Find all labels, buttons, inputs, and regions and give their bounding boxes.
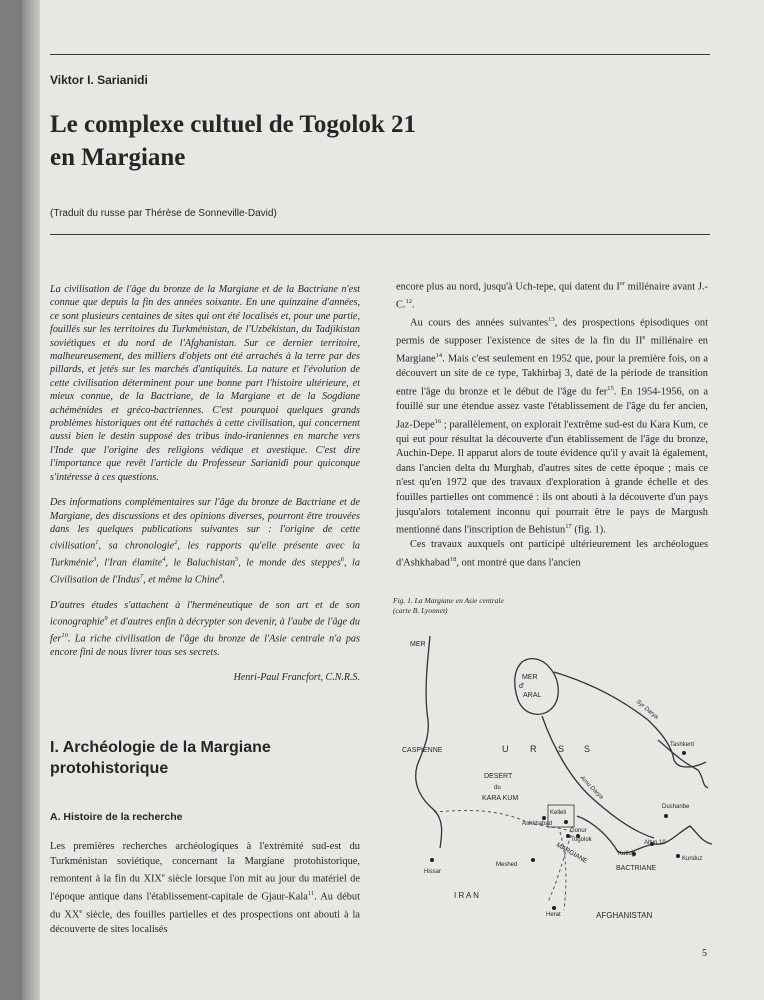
label-urss-s1: S (558, 744, 565, 754)
book-spine-shadow (22, 0, 40, 1000)
label-karakum: KARA KUM (482, 795, 519, 802)
author-name: Viktor I. Sarianidi (50, 73, 148, 87)
figure-caption: Fig. 1. La Margiane en Asie centrale (carte B. Lyonnet) (393, 596, 504, 615)
introduction (50, 283, 360, 685)
label-afghanistan: AFGHANISTAN (596, 911, 653, 920)
body-text-right (396, 277, 708, 571)
label-aral-top: MER (522, 674, 538, 681)
label-mer-caspienne-top: MER (410, 641, 426, 648)
label-desert: DESERT (484, 773, 513, 780)
label-togolok: Togolok (571, 837, 592, 843)
title-line-1: Le complexe cultuel de Togolok 21 (50, 111, 416, 138)
label-amu-darya: Amu Darya (578, 775, 605, 801)
right-paragraph-2: Au cours des années suivantes$^{13}$, des prospections épisodiques ont permis de supposer l'existence de sites de la fin du IIe millénaire en Margiane$^{14}$. Mais c'est seulement en 1952 que, pour la première fois, on a découvert un site de ce type, Takhirbaj 3, daté de la période de transition entre l'âge du bronze et le début de l'âge du fer$^{15}$. En 1954-1956, on a fouillé sur une étendue assez vaste l'établissement de l'âge du fer ancien, Jaz-Depe$^{16}$ ; parallèlement, on explorait l'extrême sud-est du Kara Kum, ce qui eut pour résultat la découverte d'un établissement de l'âge du bronze, Auchin-Depe. Il apparut alors de toute évidence qu'il y avait là également, dans l'ancien delta du Murghab, d'autres sites de cette époque ; mais ce n'est qu'en 1972 que des travaux d'exploration à grande échelle et des fouilles partielles ont commencé : ils ont abouti à la découverte d'un pays jusqu'alors totalement inconnu qui pourrait être le pays de Margush mentionné dans l'inscription de Behistun$^{17}$ (fig. 1). (396, 316, 709, 536)
label-kelleli: Kelleli (550, 810, 567, 816)
right-paragraph-1: encore plus au nord, jusqu'à Uch-tepe, qui datent du Ier millénaire avant J.-C.$^{12}$. (396, 280, 708, 311)
label-urss-s2: S (584, 744, 591, 754)
label-gonur: Gonur (570, 828, 587, 834)
label-syr-darya: Syr Darya (634, 698, 660, 721)
map-figure (372, 620, 722, 940)
label-dushanbe: Dushanbe (662, 804, 690, 810)
body-text-left: Les premières recherches archéologiques à l'extrémité sud-est du Turkménistan soviétique, concernant la Margiane protohistorique, remontent à la fin du XIXe siècle lorsque l'on mit au jour du matériel de l'époque antique dans l'établissement-capitale de Gjaur-Kala$^{11}$. Au début du XXe siècle, des fouilles partielles et des prospections ont abouti à la découverte de sites localisés (50, 841, 360, 936)
title-line-2: en Margiane (50, 144, 186, 171)
article-title (50, 108, 610, 174)
label-aral: ARAL (523, 692, 542, 699)
label-ashkhabad: Ashkhabad (522, 821, 553, 827)
label-du: du (494, 785, 501, 791)
intro-paragraph-1: La civilisation de l'âge du bronze de la Margiane et de la Bactriane n'est connue que depuis la fin des années soixante. En une quinzaine d'années, ce sont plusieurs centaines de sites qui ont été localisés et, pour une partie, fouillés sur les territoires du Turkménistan, de l'Uzbékistan, du Tadjikistan soviétiques et du nord de l'Afghanistan. Sur ce dernier territoire, malheureusement, des milliers d'objets ont été arrachés à la terre par des pillards, et jetés sur les marchés d'antiquités. La nature et l'évolution de cette civilisation déterminent pour une bonne part l'histoire ultérieure, et mieux connue, de la Bactriane, de la Margiane et de la Sogdiane achéménides et gréco-bactriennes. C'est pourquoi quelques grands problèmes historiques ont été rattachés à cette civilisation, qui concernent aussi bien le destin supposé des tribus indo-iraniennes en marche vers l'Inde que l'origine des religions védique et avestique. C'est dire l'importance que revêt l'article du Professeur Sarianidi pour quiconque s'intéresse à ces questions. (50, 284, 360, 483)
label-herat: Herat (546, 912, 561, 918)
label-kunduz: Kunduz (682, 856, 703, 862)
label-bactriane: BACTRIANE (616, 865, 657, 872)
translator-note: (Traduit du russe par Thérèse de Sonneville-David) (50, 208, 277, 219)
subsection-heading: A. Histoire de la recherche (50, 811, 183, 823)
intro-paragraph-3: D'autres études s'attachent à l'herméneutique de son art et de son iconographie$^9$ et d'autres enfin à décrypter son devenir, à l'aube de l'âge du fer$^{10}$. La riche civilisation de l'âge du bronze de l'Asie centrale n'a pas encore fini de nous livrer tous ses secrets. (50, 599, 360, 658)
page-number: 5 (702, 948, 707, 959)
label-urss-r: R (530, 744, 537, 754)
label-altyn10: Altyn 10 (644, 840, 666, 846)
label-hissar: Hissar (424, 869, 442, 875)
label-urss-u: U (502, 744, 509, 754)
intro-signature: Henri-Paul Francfort, C.N.R.S. (233, 672, 360, 684)
label-margiane: MARGIANE (555, 841, 589, 866)
label-aral-mid: d' (519, 683, 525, 690)
label-caspienne: CASPIENNE (402, 747, 443, 754)
label-kutlug: Kutlug (618, 851, 636, 857)
label-tashkent: Tashkent (670, 742, 695, 748)
header-bottom-rule (50, 234, 710, 235)
top-rule (50, 54, 710, 55)
amu-darya-river (542, 716, 654, 838)
label-meshed: Meshed (496, 862, 518, 868)
intro-paragraph-2: Des informations complémentaires sur l'âge du bronze de Bactriane et de Margiane, des discussions et des opinions diverses, pourront être trouvées dans les quelques publications suivantes sur : l'origine de cette civilisation$^1$, sa chronologie$^2$, les rapports qu'elle présente avec la Turkménie$^3$, l'Iran élamite$^4$, le Baluchistan$^5$, le monde des steppes$^6$, la Civilisation de l'Indus$^7$, et même la Chine$^8$. (50, 497, 360, 586)
document-page (22, 0, 764, 1000)
label-iran: I R A N (454, 891, 479, 900)
right-paragraph-3: Ces travaux auxquels ont participé ultérieurement les archéologues d'Ashkhabad$^{18}$, ont montré que dans l'ancien (396, 539, 708, 569)
caspian-coast (416, 636, 442, 848)
section-heading: I. Archéologie de la Margiane protohistorique (50, 739, 271, 777)
